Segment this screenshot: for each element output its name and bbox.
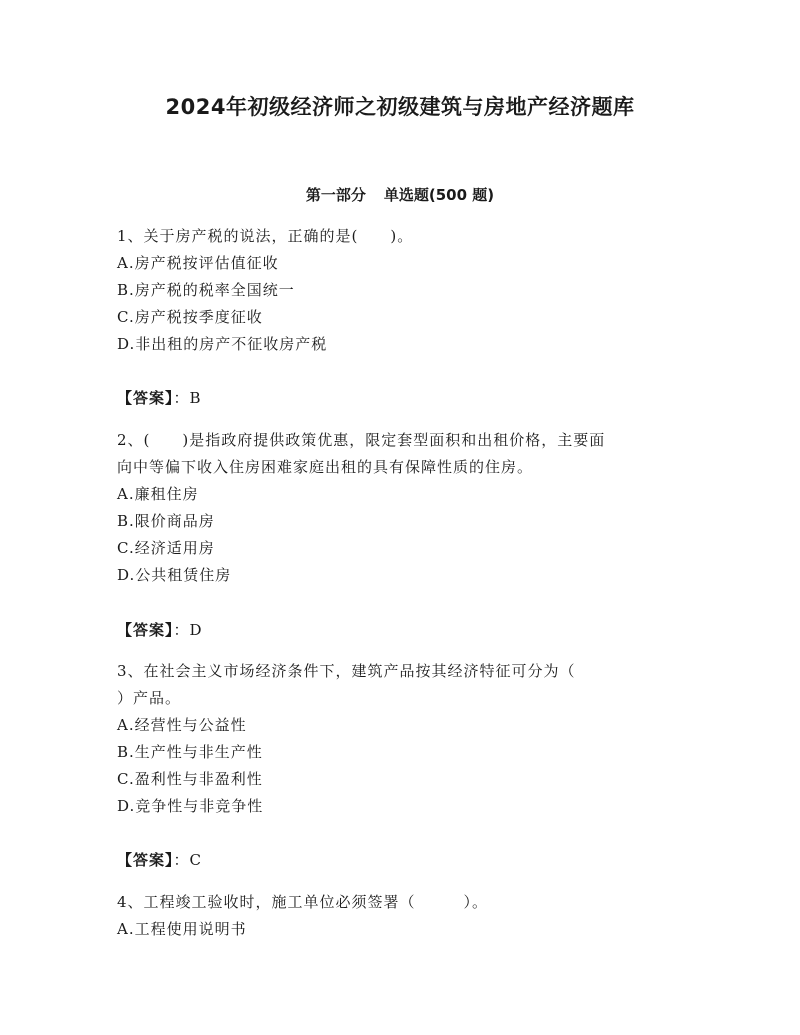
answer-label: 【答案】: [117, 851, 174, 869]
question-1-answer: [117, 386, 202, 410]
answer-value: B: [189, 389, 202, 407]
question-3-option-a: A.经营性与公益性: [117, 716, 247, 734]
question-2-option-d: D.公共租赁住房: [117, 566, 232, 584]
question-4-stem-line-1: 4、工程竣工验收时，施工单位必须签署（ ）。: [117, 893, 489, 911]
question-1-option-d: D.非出租的房产不征收房产税: [117, 335, 328, 353]
question-2-option-b: B.限价商品房: [117, 512, 215, 530]
question-2-stem-line-2: 向中等偏下收入住房困难家庭出租的具有保障性质的住房。: [117, 458, 534, 476]
question-1-option-a: A.房产税按评估值征收: [117, 254, 279, 272]
answer-label: 【答案】: [117, 621, 174, 639]
answer-label: 【答案】: [117, 389, 174, 407]
section-part-label: 第一部分: [305, 186, 366, 204]
question-2-stem-line-1: 2、( )是指政府提供政策优惠，限定套型面积和出租价格，主要面: [117, 431, 606, 449]
question-2-option-a: A.廉租住房: [117, 485, 199, 503]
answer-value: C: [189, 851, 203, 869]
answer-separator: ：: [173, 389, 190, 407]
section-name-label: 单选题(500 题): [383, 186, 495, 204]
question-3-option-c: C.盈利性与非盈利性: [117, 770, 263, 788]
answer-value: D: [189, 621, 203, 639]
question-3-option-d: D.竞争性与非竞争性: [117, 797, 264, 815]
answer-separator: ：: [173, 851, 190, 869]
answer-separator: ：: [173, 621, 190, 639]
question-1-option-c: C.房产税按季度征收: [117, 308, 263, 326]
question-1-stem-line-1: 1、关于房产税的说法，正确的是( )。: [117, 227, 414, 245]
question-3-stem-line-1: 3、在社会主义市场经济条件下，建筑产品按其经济特征可分为（: [117, 662, 576, 680]
question-2-option-c: C.经济适用房: [117, 539, 215, 557]
question-1-option-b: B.房产税的税率全国统一: [117, 281, 295, 299]
question-3-answer: [117, 848, 202, 872]
section-heading: [0, 182, 800, 208]
question-3-stem-line-2: ）产品。: [117, 689, 182, 707]
question-3-option-b: B.生产性与非生产性: [117, 743, 263, 761]
document-title: 2024年初级经济师之初级建筑与房地产经济题库: [165, 95, 635, 119]
question-4-option-a: A.工程使用说明书: [117, 920, 247, 938]
question-2-answer: [117, 618, 203, 642]
